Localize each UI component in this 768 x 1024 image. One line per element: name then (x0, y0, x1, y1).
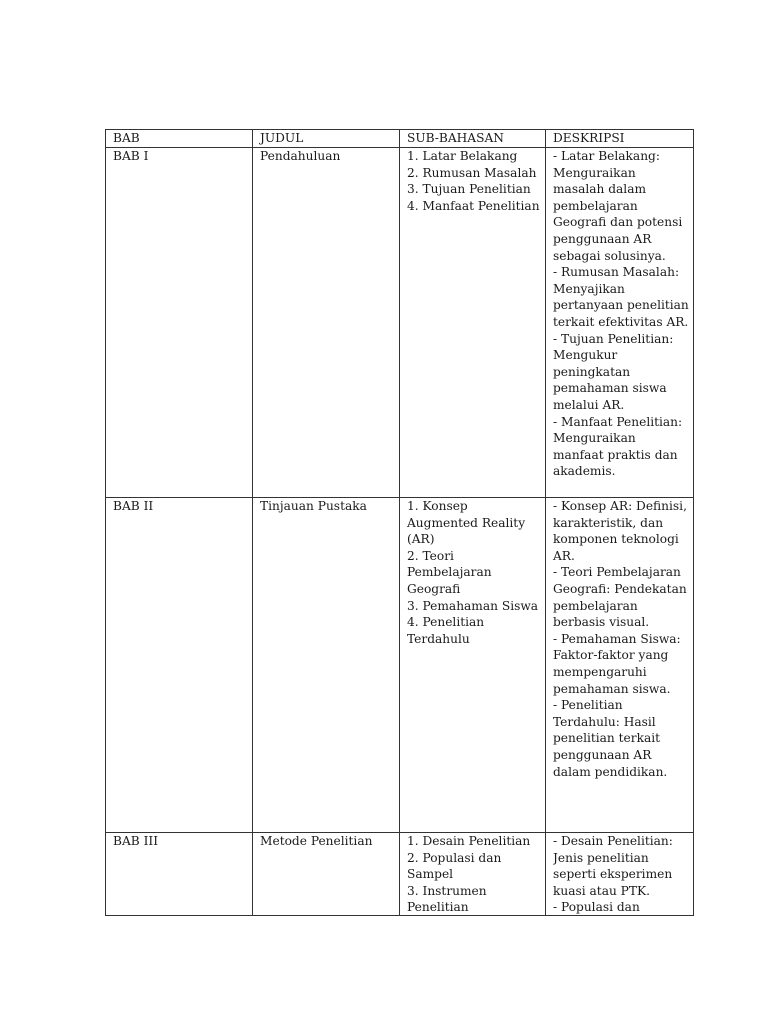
sub-item: 2. Populasi dan Sampel (407, 850, 502, 882)
cell-deskripsi (546, 833, 694, 916)
desc-item: - Manfaat Penelitian: Menguraikan manfaat praktis dan akademis. (553, 414, 683, 479)
cell-bab: BAB III (106, 833, 253, 916)
desc-item: - Konsep AR: Definisi, karakteristik, dan komponen teknologi AR. (553, 499, 687, 563)
header-judul: JUDUL (253, 130, 400, 148)
sub-item: 1. Desain Penelitian (407, 834, 531, 848)
desc-item: - Teori Pembelajaran Geografi: Pendekatan pembelajaran berbasis visual. (553, 565, 687, 630)
table-header-row (106, 130, 694, 148)
table-row (106, 833, 694, 916)
desc-item: - Desain Penelitian: Jenis penelitian seperti eksperimen kuasi atau PTK. (553, 834, 673, 898)
desc-item: - Tujuan Penelitian: Mengukur peningkatan pemahaman siswa melalui AR. (553, 331, 674, 412)
sub-item: 1. Konsep Augmented Reality (AR) (407, 499, 526, 547)
table-row (106, 148, 694, 498)
sub-item: 3. Instrumen Penelitian (407, 883, 487, 915)
cell-sub-bahasan (400, 148, 546, 498)
desc-item: - Penelitian Terdahulu: Hasil penelitian terkait penggunaan AR dalam pendidikan. (553, 698, 668, 779)
sub-item: 2. Teori Pembelajaran Geografi (407, 548, 492, 596)
sub-item: 1. Latar Belakang (407, 149, 518, 163)
cell-sub-bahasan (400, 498, 546, 833)
sub-item: 4. Manfaat Penelitian (407, 198, 540, 213)
desc-item: - Latar Belakang: Menguraikan masalah dalam pembelajaran Geografi dan potensi penggunaan AR sebagai solusinya. (553, 149, 683, 263)
header-deskripsi: DESKRIPSI (546, 130, 694, 148)
cell-bab: BAB II (106, 498, 253, 833)
sub-item: 4. Penelitian Terdahulu (407, 615, 485, 646)
cell-deskripsi (546, 498, 694, 833)
cell-judul: Tinjauan Pustaka (253, 498, 400, 833)
sub-item: 3. Pemahaman Siswa (407, 598, 539, 613)
header-sub-bahasan: SUB-BAHASAN (400, 130, 546, 148)
table-row (106, 498, 694, 833)
header-bab: BAB (106, 130, 253, 148)
cell-sub-bahasan (400, 833, 546, 916)
cell-judul: Pendahuluan (253, 148, 400, 498)
desc-item: - Pemahaman Siswa: Faktor-faktor yang mempengaruhi pemahaman siswa. (553, 631, 681, 696)
desc-item: - Populasi dan (553, 900, 640, 915)
cell-deskripsi (546, 148, 694, 498)
cell-bab: BAB I (106, 148, 253, 498)
desc-item: - Rumusan Masalah: Menyajikan pertanyaan penelitian terkait efektivitas AR. (553, 265, 689, 329)
cell-judul: Metode Penelitian (253, 833, 400, 916)
sub-item: 3. Tujuan Penelitian (407, 182, 531, 197)
sub-item: 2. Rumusan Masalah (407, 165, 537, 180)
outline-table (105, 129, 694, 916)
